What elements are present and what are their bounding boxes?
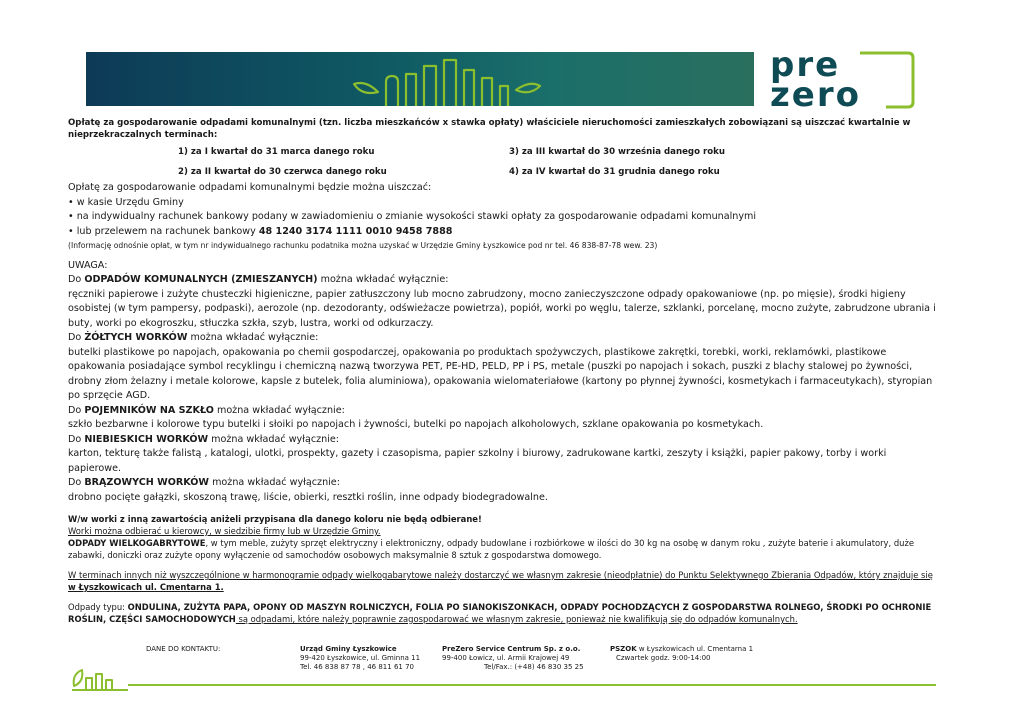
term-q2: 2) za II kwartał do 30 czerwca danego roku [178, 167, 387, 177]
prezero-address: 99-400 Łowicz, ul. Armii Krajowej 49 [442, 654, 570, 662]
payment-method-cash: • w kasie Urzędu Gminy [68, 196, 184, 208]
contact-urzad [300, 645, 420, 672]
payment-info: (Informację odnośnie opłat, w tym nr indywidualnego rachunku podatnika można uzyskać w Urzędzie Gminy Łyszkowice pod nr tel. 46 838-87-78 wew. 23) [68, 241, 658, 250]
payment-methods-intro: Opłatę za gospodarowanie odpadami komunalnymi będzie można uiszczać: [68, 182, 432, 193]
section-prefix: Do [68, 477, 85, 488]
pszok-hours: Czwartek godz. 9:00-14:00 [616, 654, 711, 662]
pszok-name: PSZOK [610, 645, 637, 653]
bulky-waste [68, 537, 938, 561]
section-heading [68, 331, 938, 346]
payment-terms [68, 141, 938, 179]
pickup-info: Worki można odbierać u kierowcy, w siedzibie firmy lub w Urzędzie Gminy. [68, 526, 381, 536]
prezero-phone: Tel/Fax.: (+48) 46 830 35 25 [484, 663, 584, 671]
other-items: ONDULINA, ZUŻYTA PAPA, OPONY OD MASZYN ROLNICZYCH, FOLIA PO SIANOKISZONKACH, ODPADY POCHODZĄCYCH Z GOSPODARSTWA ROLNEGO, ŚRODKI PO OCHRONIE ROŚLIN, CZĘŚCI SAMOCHODOWYCH [68, 602, 932, 624]
other-suffix: są odpadami, które należy poprawnie zagospodarować we własnym zakresie, ponieważ nie kwalifikują się do odpadów komunalnych. [235, 614, 798, 624]
section-brown [68, 476, 938, 505]
pszok-text: W terminach innych niż wyszczególnione w harmonogramie odpady wielkogabarytowe należy dostarczyć we własnym zakresie (nieodpłatnie) do Punktu Selektywnego Zbierania Odpadów, który znajduje się [68, 570, 933, 580]
other-prefix: Odpady typu: [68, 602, 128, 612]
pszok-location: w Łyszkowicach ul. Cmentarna 1. [68, 582, 224, 592]
section-title: BRĄZOWYCH WORKÓW [84, 477, 210, 488]
section-title: NIEBIESKICH WORKÓW [84, 433, 209, 445]
section-suffix: można wkładać wyłącznie: [317, 274, 449, 285]
bank-account-number: 48 1240 3174 1111 0010 9458 7888 [258, 225, 453, 237]
document-body [68, 118, 938, 625]
logo-text-zero: zero [770, 75, 861, 115]
section-text: butelki plastikowe po napojach, opakowania po chemii gospodarczej, opakowania po produktach spożywczych, plastikowe zakrętki, torebki, worki, reklamówki, plastikowe opakowania posiadające symbol recyklingu i chemiczną nazwą tworzywa PET, PE-HD, PELD, PP i PS, metale (puszki po napojach i sokach, puszki z blachy stalowej po żywności, drobny złom żelazny i metale kolorowe, kapsle z butelek, folia aluminiowa), opakowania wielomateriałowe (kartony po płynnej żywności, kosmetykach i farmaceutykach), styropian po sprzęcie AGD. [68, 346, 933, 401]
footer-divider [128, 684, 936, 686]
section-prefix: Do [68, 332, 85, 343]
section-text: drobno pocięte gałązki, skoszoną trawę, liście, obierki, resztki roślin, inne odpady biodegradowalne. [68, 491, 548, 503]
term-q1: 1) za I kwartał do 31 marca danego roku [178, 147, 375, 157]
section-text: ręczniki papierowe i zużyte chusteczki higieniczne, papier zatłuszczony lub mocno zabrudzony, mocno zanieczyszczone odpady opakowaniowe (np. po mięsie), środki higieny osobistej (w tym pampersy, podpaski), aerozole (np. dezodoranty, odświeżacze powietrza), popiół, worki po węglu, talerze, szklanki, porcelanę, mocno zużyte, zabrudzone ubrania i buty, worki po ekogroszku, stłuczka szkła, szyb, lustra, worki od odkurzaczy. [68, 288, 936, 329]
section-title: ODPADÓW KOMUNALNYCH (ZMIESZANYCH) [84, 274, 318, 285]
logo-text-pre: pre [770, 45, 841, 85]
section-suffix: można wkładać wyłącznie: [209, 477, 340, 488]
city-skyline-icon [86, 52, 754, 106]
section-prefix: Do [68, 433, 85, 445]
uwaga-heading: UWAGA: [68, 259, 108, 271]
term-q3: 3) za III kwartał do 30 września danego roku [509, 147, 725, 157]
contact-pszok [610, 645, 753, 663]
section-heading [68, 273, 938, 288]
section-text: karton, tekturę także falistą , katalogi, ulotki, prospekty, gazety i czasopisma, papier szkolny i biurowy, zadrukowane kartki, zeszyty i książki, papier pakowy, torby i worki papierowe. [68, 448, 887, 474]
prezero-name: PreZero Service Centrum Sp. z o.o. [442, 645, 581, 653]
section-heading [68, 476, 938, 491]
urzad-phone: Tel. 46 838 87 78 , 46 811 61 70 [300, 663, 414, 671]
section-heading [68, 404, 938, 419]
section-suffix: można wkładać wyłącznie: [213, 404, 345, 416]
term-q4: 4) za IV kwartał do 31 grudnia danego roku [509, 167, 720, 177]
section-title: ŻÓŁTYCH WORKÓW [84, 332, 188, 343]
contact-label: DANE DO KONTAKTU: [146, 645, 221, 653]
section-text: szkło bezbarwne i kolorowe typu butelki i słoiki po napojach i żywności, butelki po napojach alkoholowych, szklane opakowania po kosmetykach. [68, 419, 764, 430]
section-prefix: Do [68, 274, 85, 285]
section-yellow [68, 331, 938, 404]
payment-lead: Opłatę za gospodarowanie odpadami komunalnymi (tzn. liczba mieszkańców x stawka opłaty) właściciele nieruchomości zamieszkałych zobowiązani są uiszczać kwartalnie w nieprzekraczalnych terminach: [68, 118, 911, 140]
bulky-title: ODPADY WIELKOGABRYTOWE [68, 538, 206, 548]
bulky-text: , w tym meble, zużyty sprzęt elektryczny i elektroniczny, odpady budowlane i rozbiórkowe w ilości do 30 kg na osobę w danym roku , zużyte baterie i akumulatory, duże zabawki, doniczki oraz zużyte opony wyłączenie od samochodów osobowych maksymalnie 8 sztuk z gospodarstwa domowego. [68, 538, 915, 560]
contents-notice: W/w worki z inną zawartością aniżeli przypisana dla danego koloru nie będą odbierane! [68, 514, 482, 524]
section-prefix: Do [68, 404, 85, 416]
transfer-label: • lub przelewem na rachunek bankowy [68, 225, 259, 237]
section-suffix: można wkładać wyłącznie: [187, 332, 319, 343]
pszok-info [68, 569, 938, 593]
section-blue [68, 433, 938, 477]
other-waste [68, 601, 938, 625]
section-suffix: można wkładać wyłącznie: [208, 433, 340, 445]
section-glass [68, 404, 938, 433]
contact-prezero [442, 645, 584, 672]
urzad-name: Urząd Gminy Łyszkowice [300, 645, 397, 653]
section-title: POJEMNIKÓW NA SZKŁO [84, 404, 214, 416]
payment-method-individual: • na indywidualny rachunek bankowy podany w zawiadomieniu o zmianie wysokości stawki opłaty za gospodarowanie odpadami komunalnymi [68, 211, 757, 222]
section-heading [68, 433, 938, 448]
urzad-address: 99-420 Łyszkowice, ul. Gminna 11 [300, 654, 421, 662]
section-mixed [68, 273, 938, 331]
prezero-logo [770, 45, 920, 115]
pszok-address: w Łyszkowicach ul. Cmentarna 1 [636, 645, 754, 653]
payment-method-transfer [68, 225, 938, 240]
header-banner [86, 52, 754, 106]
leaf-city-icon [70, 666, 130, 692]
